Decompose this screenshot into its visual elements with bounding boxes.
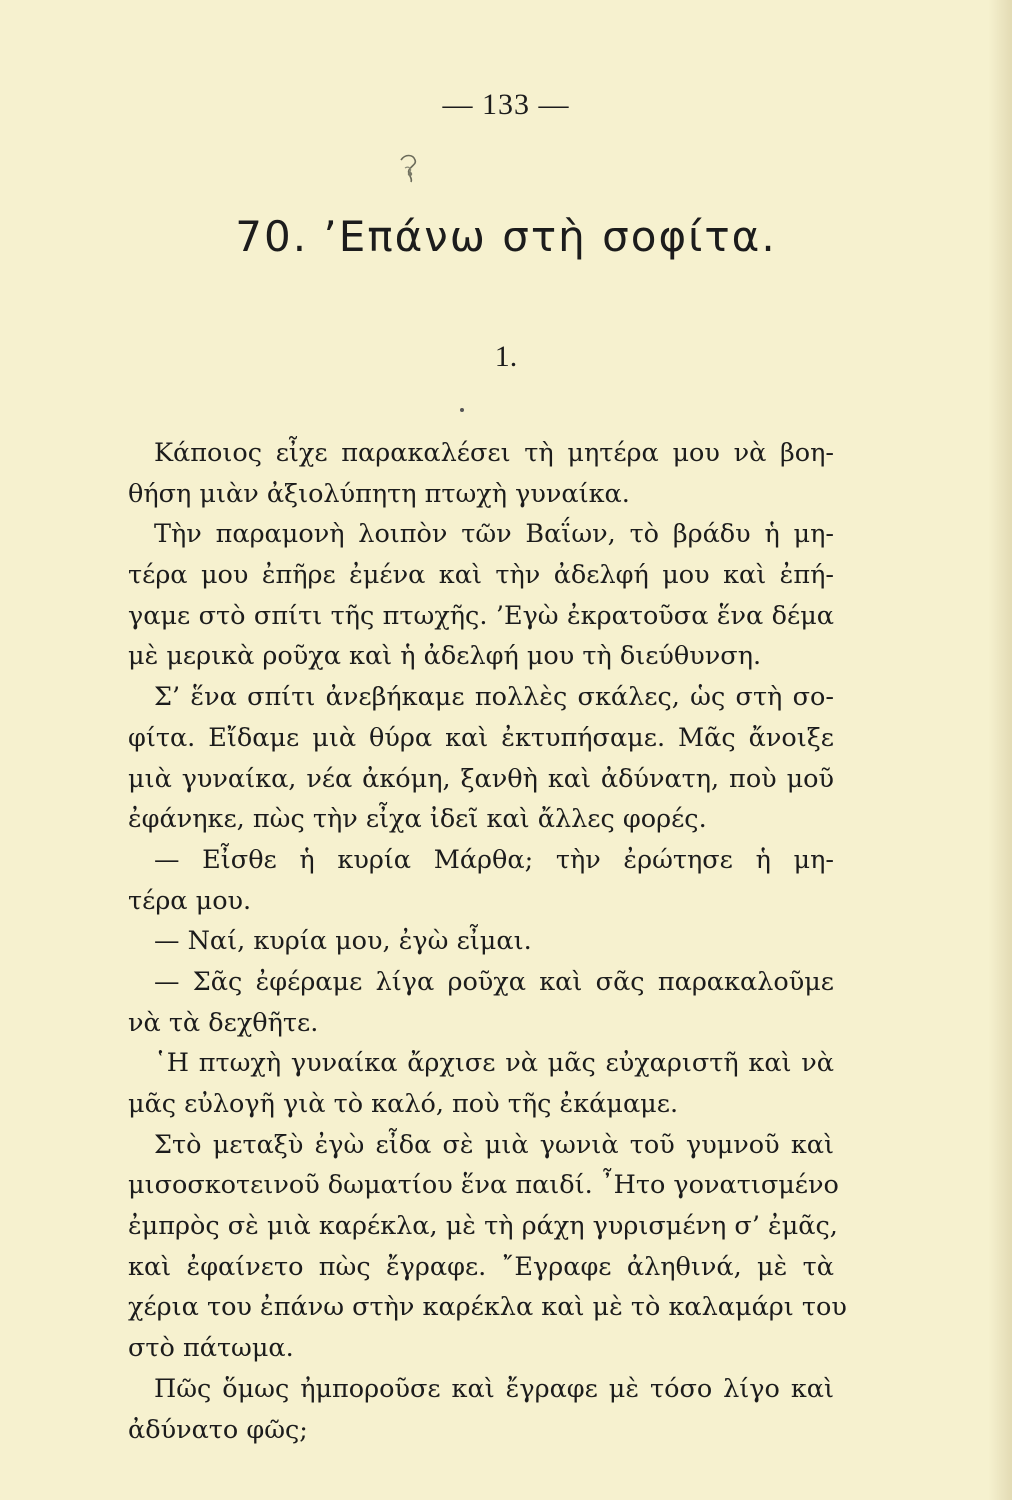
section-number: 1.	[494, 340, 518, 373]
floral-ornament-icon	[395, 152, 425, 186]
chapter-title: 70. ’Επάνω στὴ σοφίτα.	[235, 212, 777, 261]
text-line: ἀδύνατο φῶς;	[128, 1414, 308, 1445]
text-line: τέρα μου.	[128, 885, 252, 916]
text-line: — Εἶσθε ἡ κυρία Μάρθα; τὴν ἐρώτησε ἡ μη-	[154, 844, 834, 875]
text-line: ἐφάνηκε, πὼς τὴν εἶχα ἰδεῖ καὶ ἄλλες φορές.	[128, 804, 707, 835]
text-line: ἐμπρὸς σὲ μιὰ καρέκλα, μὲ τὴ ράχη γυρισμένη σ’ ἐμᾶς,	[128, 1211, 838, 1242]
text-line: νὰ τὰ δεχθῆτε.	[128, 1007, 319, 1038]
text-line: χέρια του ἐπάνω στὴν καρέκλα καὶ μὲ τὸ καλαμάρι του	[128, 1292, 847, 1323]
text-line: Σ’ ἕνα σπίτι ἀνεβήκαμε πολλὲς σκάλες, ὡς στὴ σο-	[154, 682, 834, 713]
text-line: Πῶς ὅμως ἠμποροῦσε καὶ ἔγραφε μὲ τόσο λίγο καὶ	[154, 1373, 834, 1404]
text-line: — Σᾶς ἐφέραμε λίγα ροῦχα καὶ σᾶς παρακαλοῦμε	[154, 966, 834, 997]
text-line: Τὴν παραμονὴ λοιπὸν τῶν Βαΐων, τὸ βράδυ ἡ μη-	[154, 519, 834, 550]
text-line: θήση μιὰν ἀξιολύπητη πτωχὴ γυναίκα.	[128, 478, 630, 509]
text-line: ῾Η πτωχὴ γυναίκα ἄρχισε νὰ μᾶς εὐχαριστῆ καὶ νὰ	[154, 1048, 834, 1079]
text-line: Κάποιος εἶχε παρακαλέσει τὴ μητέρα μου νὰ βοη-	[154, 438, 834, 468]
text-line: — Ναί, κυρία μου, ἐγὼ εἶμαι.	[154, 926, 532, 957]
text-line: στὸ πάτωμα.	[128, 1333, 294, 1364]
text-line: μιὰ γυναίκα, νέα ἀκόμη, ξανθὴ καὶ ἀδύνατη, ποὺ μοῦ	[128, 763, 834, 794]
text-line: γαμε στὸ σπίτι τῆς πτωχῆς. ’Εγὼ ἐκρατοῦσα ἕνα δέμα	[128, 600, 834, 631]
text-line: μὲ μερικὰ ροῦχα καὶ ἡ ἀδελφή μου τὴ διεύθυνση.	[128, 641, 762, 672]
text-line: φίτα. Εἴδαμε μιὰ θύρα καὶ ἐκτυπήσαμε. Μᾶς ἄνοιξε	[128, 722, 834, 753]
text-line: καὶ ἐφαίνετο πὼς ἔγραφε. ῎Εγραφε ἀληθινά, μὲ τὰ	[128, 1251, 834, 1282]
body-text	[128, 433, 847, 1450]
section-dot-ornament	[460, 408, 464, 412]
text-line: μᾶς εὐλογῆ γιὰ τὸ καλό, ποὺ τῆς ἐκάμαμε.	[128, 1089, 679, 1119]
page-number: — 133 —	[442, 88, 570, 121]
text-line: Στὸ μεταξὺ ἐγὼ εἶδα σὲ μιὰ γωνιὰ τοῦ γυμνοῦ καὶ	[154, 1129, 834, 1160]
text-line: μισοσκοτεινοῦ δωματίου ἕνα παιδί. ῏Ητο γονατισμένο	[128, 1170, 839, 1201]
text-line: τέρα μου ἐπῆρε ἐμένα καὶ τὴν ἀδελφή μου καὶ ἐπή-	[128, 560, 834, 591]
